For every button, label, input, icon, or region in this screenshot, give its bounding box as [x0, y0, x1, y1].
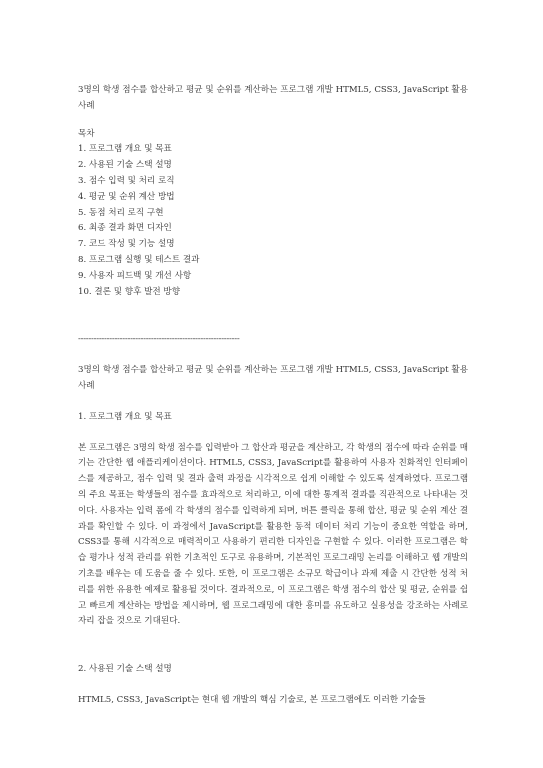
spacer	[78, 678, 468, 693]
section-1-heading: 1. 프로그램 개요 및 목표	[78, 411, 172, 422]
toc-item: 3. 점수 입력 및 처리 로직	[78, 175, 175, 186]
toc-item: 7. 코드 작성 및 기능 설명	[78, 239, 175, 250]
section-divider: --------------------------------------------------------------	[78, 334, 240, 345]
toc-item: 9. 사용자 피드백 및 개선 사항	[78, 270, 192, 281]
toc-item: 1. 프로그램 개요 및 목표	[78, 144, 172, 155]
toc-item: 4. 평균 및 순위 계산 방법	[78, 191, 175, 202]
spacer	[78, 630, 468, 662]
spacer	[78, 115, 468, 127]
toc-heading: 목차	[78, 128, 95, 139]
toc-item: 8. 프로그램 실행 및 테스트 결과	[78, 254, 200, 265]
section-1-body: 본 프로그램은 3명의 학생 점수를 입력받아 그 합산과 평균을 계산하고, 각 학생의 점수에 따라 순위를 매기는 간단한 웹 애플리케이션이다. HTML5, CSS3, JavaScript를 활용하여 사용자 친화적인 인터페이스를 제공하고, 점수 입력 및 결과 출력 과정을 시각적으로 쉽게 이해할 수 있도록 설계하였다. 프로그램의 주요 목표는 학생들의 점수를 효과적으로 처리하고, 이에 대한 통계적 결과를 직관적으로 나타내는 것이다. 사용자는 입력 폼에 각 학생의 점수를 입력하게 되며, 버튼 클릭을 통해 합산, 평균 및 순위 계산 결과를 확인할 수 있다. 이 과정에서 JavaScript를 활용한 동적 데이터 처리 기능이 중요한 역할을 하며, CSS3를 통해 시각적으로 매력적이고 사용하기 편리한 디자인을 구현할 수 있다. 이러한 프로그램은 학습 평가나 성적 관리를 위한 기초적인 도구로 유용하며, 기본적인 프로그래밍 논리를 이해하고 웹 개발의 기초를 배우는 데 도움을 줄 수 있다. 또한, 이 프로그램은 소규모 학급이나 과제 제출 시 간단한 성적 처리를 위한 유용한 예제로 활용될 것이다. 결과적으로, 이 프로그램은 학생 점수의 합산 및 평균, 순위를 쉽고 빠르게 계산하는 방법을 제시하며, 웹 프로그래밍에 대한 흥미를 유도하고 실용성을 강조하는 사례로 자리 잡을 것으로 기대된다.	[78, 442, 468, 627]
section-2-heading: 2. 사용된 기술 스택 설명	[78, 664, 172, 675]
spacer	[78, 426, 468, 441]
toc-item: 5. 동점 처리 로직 구현	[78, 207, 164, 218]
section-2-body: HTML5, CSS3, JavaScript는 현대 웹 개발의 핵심 기술로, 본 프로그램에도 이러한 기술들	[78, 694, 426, 705]
toc-item: 10. 결론 및 향후 발전 방향	[78, 286, 181, 297]
document-content	[78, 83, 468, 709]
spacer	[78, 395, 468, 410]
toc-item: 6. 최종 결과 화면 디자인	[78, 223, 172, 234]
spacer	[78, 300, 468, 332]
document-title: 3명의 학생 점수를 합산하고 평균 및 순위를 계산하는 프로그램 개발 HTML5, CSS3, JavaScript 활용 사례	[78, 85, 468, 111]
spacer	[78, 348, 468, 363]
toc-item: 2. 사용된 기술 스택 설명	[78, 160, 172, 171]
document-title-repeat: 3명의 학생 점수를 합산하고 평균 및 순위를 계산하는 프로그램 개발 HTML5, CSS3, JavaScript 활용 사례	[78, 365, 468, 391]
table-of-contents	[78, 142, 468, 300]
